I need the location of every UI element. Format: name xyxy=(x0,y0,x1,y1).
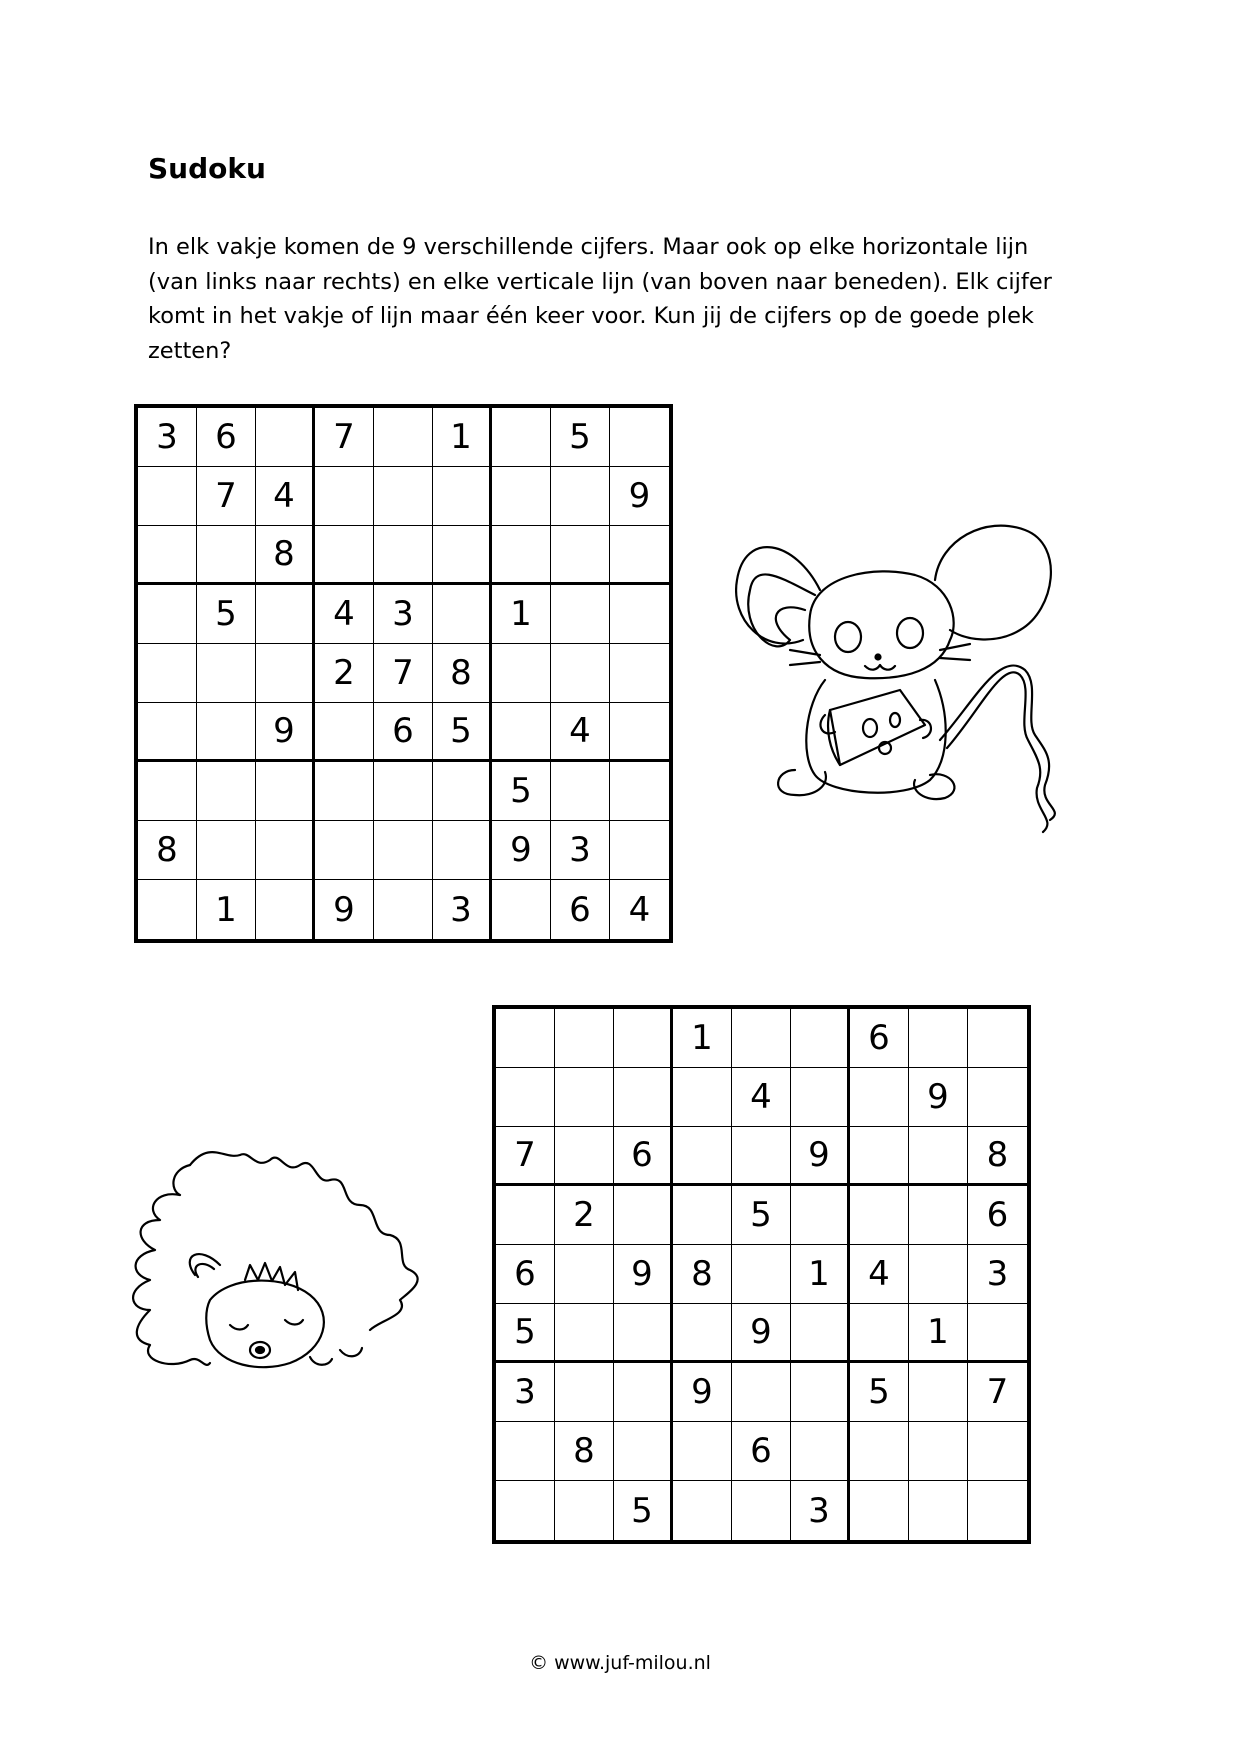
sudoku-cell: 5 xyxy=(197,585,256,644)
sudoku-cell: 6 xyxy=(732,1422,791,1481)
sudoku-cell: 7 xyxy=(374,644,433,703)
sudoku-cell xyxy=(496,1009,555,1068)
instructions-line: In elk vakje komen de 9 verschillende cijfers. Maar ook op elke horizontale lijn xyxy=(148,234,1029,260)
sudoku-grid-1 xyxy=(134,404,673,943)
sudoku-cell xyxy=(197,644,256,703)
sudoku-cell xyxy=(614,1186,673,1245)
sudoku-cell xyxy=(909,1245,968,1304)
sudoku-cell xyxy=(492,703,551,762)
sudoku-cell: 8 xyxy=(968,1127,1027,1186)
sudoku-cell xyxy=(315,467,374,526)
sudoku-cell xyxy=(492,880,551,939)
footer-copyright: © www.juf-milou.nl xyxy=(529,1652,711,1674)
sudoku-cell xyxy=(496,1481,555,1540)
sudoku-cell xyxy=(315,703,374,762)
sudoku-cell xyxy=(433,526,492,585)
sudoku-cell xyxy=(433,585,492,644)
sudoku-cell xyxy=(551,762,610,821)
sudoku-cell xyxy=(197,762,256,821)
sudoku-cell xyxy=(610,408,669,467)
sudoku-cell xyxy=(850,1481,909,1540)
sudoku-cell xyxy=(673,1068,732,1127)
sudoku-cell: 4 xyxy=(732,1068,791,1127)
sudoku-cell xyxy=(850,1422,909,1481)
sudoku-cell xyxy=(850,1127,909,1186)
sudoku-cell: 1 xyxy=(791,1245,850,1304)
sudoku-cell xyxy=(610,585,669,644)
sudoku-cell xyxy=(374,762,433,821)
sudoku-cell xyxy=(138,644,197,703)
sudoku-cell xyxy=(138,467,197,526)
sudoku-cell: 4 xyxy=(315,585,374,644)
sudoku-cell: 3 xyxy=(496,1363,555,1422)
sudoku-cell: 3 xyxy=(374,585,433,644)
sudoku-cell: 7 xyxy=(968,1363,1027,1422)
sudoku-cell: 4 xyxy=(850,1245,909,1304)
sudoku-cell xyxy=(315,762,374,821)
sudoku-cell xyxy=(850,1068,909,1127)
sudoku-cell xyxy=(610,526,669,585)
sudoku-cell: 5 xyxy=(850,1363,909,1422)
sudoku-cell xyxy=(909,1127,968,1186)
sudoku-cell xyxy=(610,762,669,821)
sudoku-cell xyxy=(555,1363,614,1422)
sudoku-cell: 9 xyxy=(791,1127,850,1186)
sudoku-cell xyxy=(614,1363,673,1422)
hedgehog-illustration xyxy=(110,1135,470,1405)
instructions-line: (van links naar rechts) en elke verticale lijn (van boven naar beneden). Elk cijfer xyxy=(148,268,1052,295)
sudoku-cell xyxy=(791,1009,850,1068)
sudoku-cell xyxy=(614,1009,673,1068)
sudoku-cell: 5 xyxy=(496,1304,555,1363)
sudoku-cell xyxy=(256,408,315,467)
instructions-line: komt in het vakje of lijn maar één keer voor. Kun jij de cijfers op de goede plek xyxy=(148,303,1034,329)
sudoku-cell xyxy=(138,880,197,939)
sudoku-cell: 3 xyxy=(433,880,492,939)
sudoku-cell: 5 xyxy=(433,703,492,762)
sudoku-cell xyxy=(374,821,433,880)
sudoku-cell xyxy=(138,762,197,821)
sudoku-cell: 7 xyxy=(496,1127,555,1186)
sudoku-cell: 1 xyxy=(673,1009,732,1068)
sudoku-cell xyxy=(732,1009,791,1068)
sudoku-cell: 6 xyxy=(968,1186,1027,1245)
sudoku-cell xyxy=(555,1245,614,1304)
sudoku-cell: 8 xyxy=(433,644,492,703)
sudoku-cell xyxy=(492,644,551,703)
sudoku-cell xyxy=(850,1304,909,1363)
sudoku-cell: 3 xyxy=(791,1481,850,1540)
sudoku-cell xyxy=(673,1304,732,1363)
sudoku-cell xyxy=(492,408,551,467)
sudoku-cell xyxy=(256,644,315,703)
sudoku-cell xyxy=(610,644,669,703)
sudoku-cell xyxy=(555,1127,614,1186)
sudoku-cell xyxy=(197,703,256,762)
sudoku-cell xyxy=(968,1481,1027,1540)
sudoku-cell xyxy=(492,467,551,526)
sudoku-cell xyxy=(791,1363,850,1422)
sudoku-cell: 2 xyxy=(555,1186,614,1245)
sudoku-cell: 4 xyxy=(551,703,610,762)
sudoku-cell xyxy=(673,1481,732,1540)
sudoku-cell: 1 xyxy=(492,585,551,644)
sudoku-cell xyxy=(673,1186,732,1245)
sudoku-cell xyxy=(614,1304,673,1363)
mouse-illustration xyxy=(735,520,1115,860)
sudoku-cell xyxy=(138,585,197,644)
sudoku-cell xyxy=(138,703,197,762)
sudoku-cell: 1 xyxy=(197,880,256,939)
sudoku-cell xyxy=(909,1009,968,1068)
sudoku-cell: 5 xyxy=(732,1186,791,1245)
instructions-line: zetten? xyxy=(148,337,232,364)
sudoku-cell: 1 xyxy=(433,408,492,467)
instructions xyxy=(148,230,1108,368)
sudoku-cell xyxy=(614,1422,673,1481)
sudoku-cell xyxy=(138,526,197,585)
sudoku-cell xyxy=(968,1304,1027,1363)
sudoku-cell xyxy=(374,408,433,467)
sudoku-cell xyxy=(496,1068,555,1127)
sudoku-cell xyxy=(850,1186,909,1245)
sudoku-cell xyxy=(197,821,256,880)
sudoku-cell xyxy=(732,1245,791,1304)
sudoku-cell: 6 xyxy=(850,1009,909,1068)
sudoku-cell: 7 xyxy=(197,467,256,526)
sudoku-cell: 3 xyxy=(551,821,610,880)
sudoku-cell xyxy=(492,526,551,585)
sudoku-cell xyxy=(968,1068,1027,1127)
sudoku-cell xyxy=(315,526,374,585)
sudoku-cell xyxy=(614,1068,673,1127)
sudoku-cell xyxy=(909,1186,968,1245)
sudoku-cell xyxy=(732,1127,791,1186)
sudoku-cell xyxy=(374,526,433,585)
sudoku-cell xyxy=(732,1363,791,1422)
sudoku-cell xyxy=(555,1068,614,1127)
sudoku-cell xyxy=(909,1422,968,1481)
sudoku-cell xyxy=(909,1481,968,1540)
sudoku-cell xyxy=(555,1009,614,1068)
sudoku-cell: 6 xyxy=(551,880,610,939)
sudoku-grid-2 xyxy=(492,1005,1031,1544)
sudoku-cell xyxy=(197,526,256,585)
sudoku-cell: 8 xyxy=(673,1245,732,1304)
sudoku-cell xyxy=(673,1422,732,1481)
sudoku-cell: 9 xyxy=(614,1245,673,1304)
sudoku-cell xyxy=(791,1186,850,1245)
sudoku-cell: 6 xyxy=(374,703,433,762)
sudoku-cell xyxy=(256,762,315,821)
sudoku-cell xyxy=(315,821,374,880)
sudoku-cell: 5 xyxy=(551,408,610,467)
sudoku-cell: 6 xyxy=(614,1127,673,1186)
sudoku-cell xyxy=(968,1422,1027,1481)
sudoku-cell xyxy=(433,467,492,526)
sudoku-cell: 9 xyxy=(315,880,374,939)
sudoku-cell xyxy=(968,1009,1027,1068)
sudoku-cell: 7 xyxy=(315,408,374,467)
sudoku-cell xyxy=(791,1422,850,1481)
sudoku-cell xyxy=(374,880,433,939)
sudoku-cell xyxy=(791,1068,850,1127)
sudoku-cell xyxy=(256,880,315,939)
sudoku-cell xyxy=(610,821,669,880)
sudoku-cell: 9 xyxy=(610,467,669,526)
sudoku-cell: 2 xyxy=(315,644,374,703)
sudoku-cell xyxy=(551,467,610,526)
sudoku-cell xyxy=(433,821,492,880)
sudoku-cell: 5 xyxy=(492,762,551,821)
sudoku-cell: 1 xyxy=(909,1304,968,1363)
sudoku-cell xyxy=(256,821,315,880)
sudoku-cell xyxy=(732,1481,791,1540)
sudoku-cell xyxy=(551,526,610,585)
sudoku-cell: 9 xyxy=(256,703,315,762)
sudoku-cell: 8 xyxy=(256,526,315,585)
sudoku-cell: 6 xyxy=(197,408,256,467)
sudoku-cell xyxy=(374,467,433,526)
sudoku-cell xyxy=(555,1481,614,1540)
sudoku-cell: 8 xyxy=(138,821,197,880)
sudoku-cell xyxy=(551,644,610,703)
sudoku-cell: 8 xyxy=(555,1422,614,1481)
sudoku-cell xyxy=(496,1422,555,1481)
sudoku-cell: 4 xyxy=(628,889,651,930)
sudoku-cell xyxy=(791,1304,850,1363)
sudoku-cell xyxy=(433,762,492,821)
page-title: Sudoku xyxy=(148,152,266,185)
sudoku-cell: 3 xyxy=(968,1245,1027,1304)
sudoku-cell: 9 xyxy=(673,1363,732,1422)
sudoku-cell: 9 xyxy=(732,1304,791,1363)
sudoku-cell xyxy=(256,585,315,644)
sudoku-cell xyxy=(551,585,610,644)
sudoku-cell: 4 xyxy=(256,467,315,526)
sudoku-cell xyxy=(909,1363,968,1422)
sudoku-cell: 9 xyxy=(909,1068,968,1127)
sudoku-cell: 6 xyxy=(496,1245,555,1304)
sudoku-cell xyxy=(496,1186,555,1245)
sudoku-cell: 3 xyxy=(138,408,197,467)
sudoku-cell xyxy=(673,1127,732,1186)
sudoku-cell: 9 xyxy=(492,821,551,880)
sudoku-cell: 5 xyxy=(614,1481,673,1540)
sudoku-cell xyxy=(610,703,669,762)
sudoku-cell xyxy=(555,1304,614,1363)
